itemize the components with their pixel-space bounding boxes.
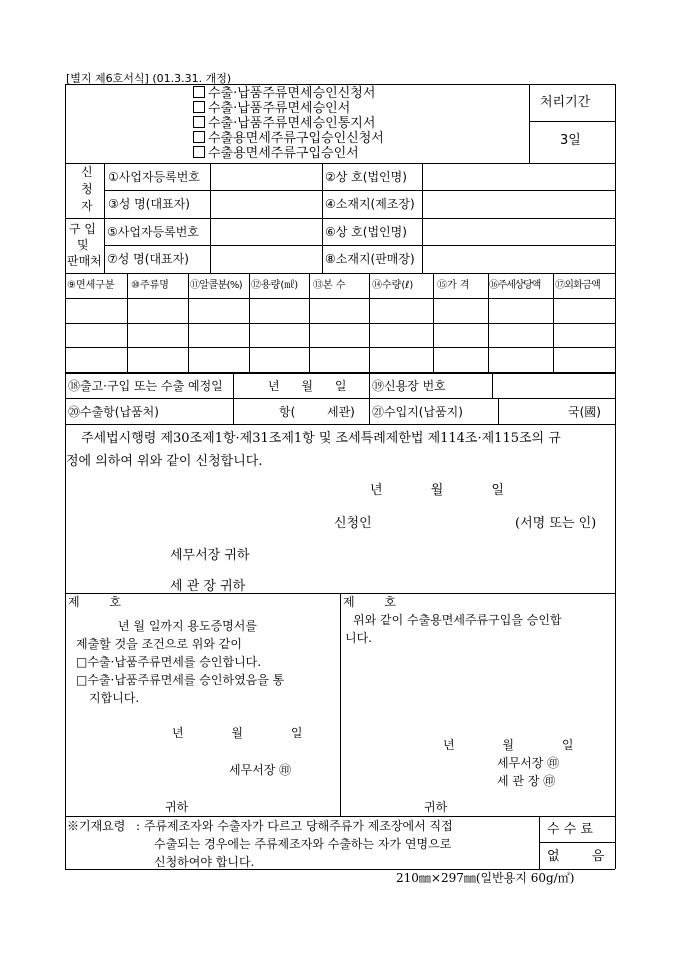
applicant-side-label: 청 [81,182,93,196]
addressee-customs: 세 관 장 귀하 [170,579,246,594]
processing-value: 3일 [560,133,581,148]
applicant-label: 신청인 [334,516,372,531]
buyer-regno-field[interactable] [211,219,321,244]
col-line [340,593,341,816]
row-line [65,273,615,274]
declaration-line: 주세법시행령 제30조제1항·제31조제1항 및 조세특례제한법 제114조·제115조의 규 [81,431,561,446]
row-line [65,347,615,348]
addressee-tax: 세무서장 귀하 [170,548,250,563]
approval-number: 제 호 [68,595,121,609]
col-line [104,163,105,273]
fee-label: 수 수 료 [547,822,593,837]
checkbox-icon[interactable] [193,146,205,158]
column-header: ⑬본 수 [313,280,346,291]
col-line [433,273,434,373]
declaration-date[interactable]: 년 월 일 [370,483,504,498]
fee-value: 없 음 [547,849,605,864]
field-label: ③성 명(대표자) [108,197,190,211]
title-option[interactable]: 수출용면세주류구입승인서 [193,146,384,161]
purchase-approval-addressee: 귀하 [424,800,448,814]
col-line [233,398,234,424]
field-label: ⑧소재지(판매장) [325,252,415,266]
fee-mid-line [539,842,615,843]
title-option[interactable]: 수출용면세주류구입승인신청서 [193,131,384,146]
col-line [369,273,370,373]
row-line [65,323,615,324]
approval-addressee: 귀하 [165,800,189,814]
field-label: ④소재지(제조장) [325,197,415,211]
purchase-approval-signer: 세 관 장 ㊞ [497,774,556,788]
purchase-approval-signer: 세무서장 ㊞ [497,756,560,770]
field-label: ⑥상 호(법인명) [325,225,407,239]
col-line [498,398,499,424]
col-line [309,273,310,373]
field-label: ⑤사업자등록번호 [107,225,199,239]
declaration-line: 정에 의하여 위와 같이 신청합니다. [66,454,263,469]
form-reference: [별지 제6호서식] (01.3.31. 개정) [66,72,232,85]
frame-top [65,84,615,85]
row-line [65,424,615,425]
approval-option[interactable]: □수출·납품주류면세를 승인하였음을 통 [76,673,285,687]
customs-suffix: 세관) [327,405,355,419]
notes-text: 수출되는 경우에는 주류제조자와 수출하는 자가 연명으로 [154,837,452,851]
approval-text: 년 월 일까지 용도증명서를 [118,619,257,633]
lc-number-label: ⑲신용장 번호 [372,379,446,393]
purchase-approval-text: 위와 같이 수출용면세주류구입을 승인합 [353,613,562,627]
purchase-approval-date[interactable]: 년 월 일 [443,738,574,752]
column-header: ⑫용량(㎖) [251,280,299,291]
checkbox-icon[interactable] [193,116,205,128]
column-header: ⑨면세구분 [67,280,115,291]
approval-text: 지합니다. [89,691,140,705]
frame-right [615,84,616,816]
applicant-rep-field[interactable] [211,191,321,217]
frame-right [615,816,616,869]
checkbox-icon[interactable] [193,131,205,143]
import-place-label: ㉑수입지(납품지) [372,405,463,419]
frame-left [65,84,66,816]
export-port-label: ⑳수출항(납품처) [68,405,159,419]
column-header: ⑩주류명 [131,280,169,291]
field-label: ⑦성 명(대표자) [107,252,189,266]
column-header: ⑯주세상당액 [489,280,541,291]
paper-spec: 210㎜×297㎜(일반용지 60g/㎡) [396,871,575,885]
col-line [233,373,234,398]
field-label: ①사업자등록번호 [108,170,200,184]
approval-option[interactable]: □수출·납품주류면세를 승인합니다. [76,655,262,669]
col-line [553,273,554,373]
frame-left [65,816,66,869]
applicant-name-field[interactable] [423,164,614,189]
buyer-side-label: 및 [77,238,89,252]
column-header: ⑪알콜분(%) [190,280,243,291]
approval-text: 제출할 것을 조건으로 위와 같이 [76,637,242,651]
purchase-approval-number: 제 호 [343,595,396,609]
port-suffix: 항( [279,405,296,419]
title-option[interactable]: 수출·납품주류면세승인서 [193,101,384,116]
purchase-approval-text: 니다. [345,631,372,645]
checkbox-icon[interactable] [193,86,205,98]
processing-label: 처리기간 [540,95,591,110]
frame-bottom [65,869,615,870]
buyer-side-label: 판매처 [67,254,102,268]
buyer-address-field[interactable] [423,246,614,272]
country-suffix: 국(國) [568,405,601,419]
applicant-regno-field[interactable] [211,164,321,189]
notes-text: : 주류제조자와 수출자가 다르고 당해주류가 제조장에서 직접 [136,819,453,833]
col-line [127,273,128,373]
title-option[interactable]: 수출·납품주류면세승인신청서 [193,86,384,101]
buyer-rep-field[interactable] [211,246,321,272]
column-header: ⑰외화금액 [555,280,601,291]
col-line [322,163,323,273]
checkbox-icon[interactable] [193,101,205,113]
column-header: ⑮가 격 [437,280,470,291]
lc-number-field[interactable] [493,374,614,397]
row-line [65,298,615,299]
title-option[interactable]: 수출·납품주류면세승인통지서 [193,116,384,131]
column-header: ⑭수량(ℓ) [372,280,414,291]
notes-text: 신청하여야 합니다. [154,855,255,869]
row-line [65,398,615,399]
field-label: ②상 호(법인명) [325,170,407,184]
ship-date-label: ⑱출고·구입 또는 수출 예정일 [68,379,223,393]
notes-label: ※기재요령 [67,819,126,833]
col-line [369,373,370,424]
processing-mid-line [529,121,615,122]
applicant-side-label: 신 [81,165,93,179]
approval-date[interactable]: 년 월 일 [172,726,303,740]
title-block [193,86,384,161]
applicant-address-field[interactable] [423,191,614,217]
row-line [65,816,615,817]
ship-date-value[interactable]: 년 월 일 [268,379,347,393]
signature-label[interactable]: (서명 또는 인) [515,516,597,531]
processing-divider [529,84,530,163]
col-line [188,273,189,373]
buyer-side-label: 구 입 [69,222,96,236]
approval-signer: 세무서장 ㊞ [229,763,292,777]
applicant-side-label: 자 [81,199,93,213]
col-line [249,273,250,373]
buyer-name-field[interactable] [423,219,614,244]
